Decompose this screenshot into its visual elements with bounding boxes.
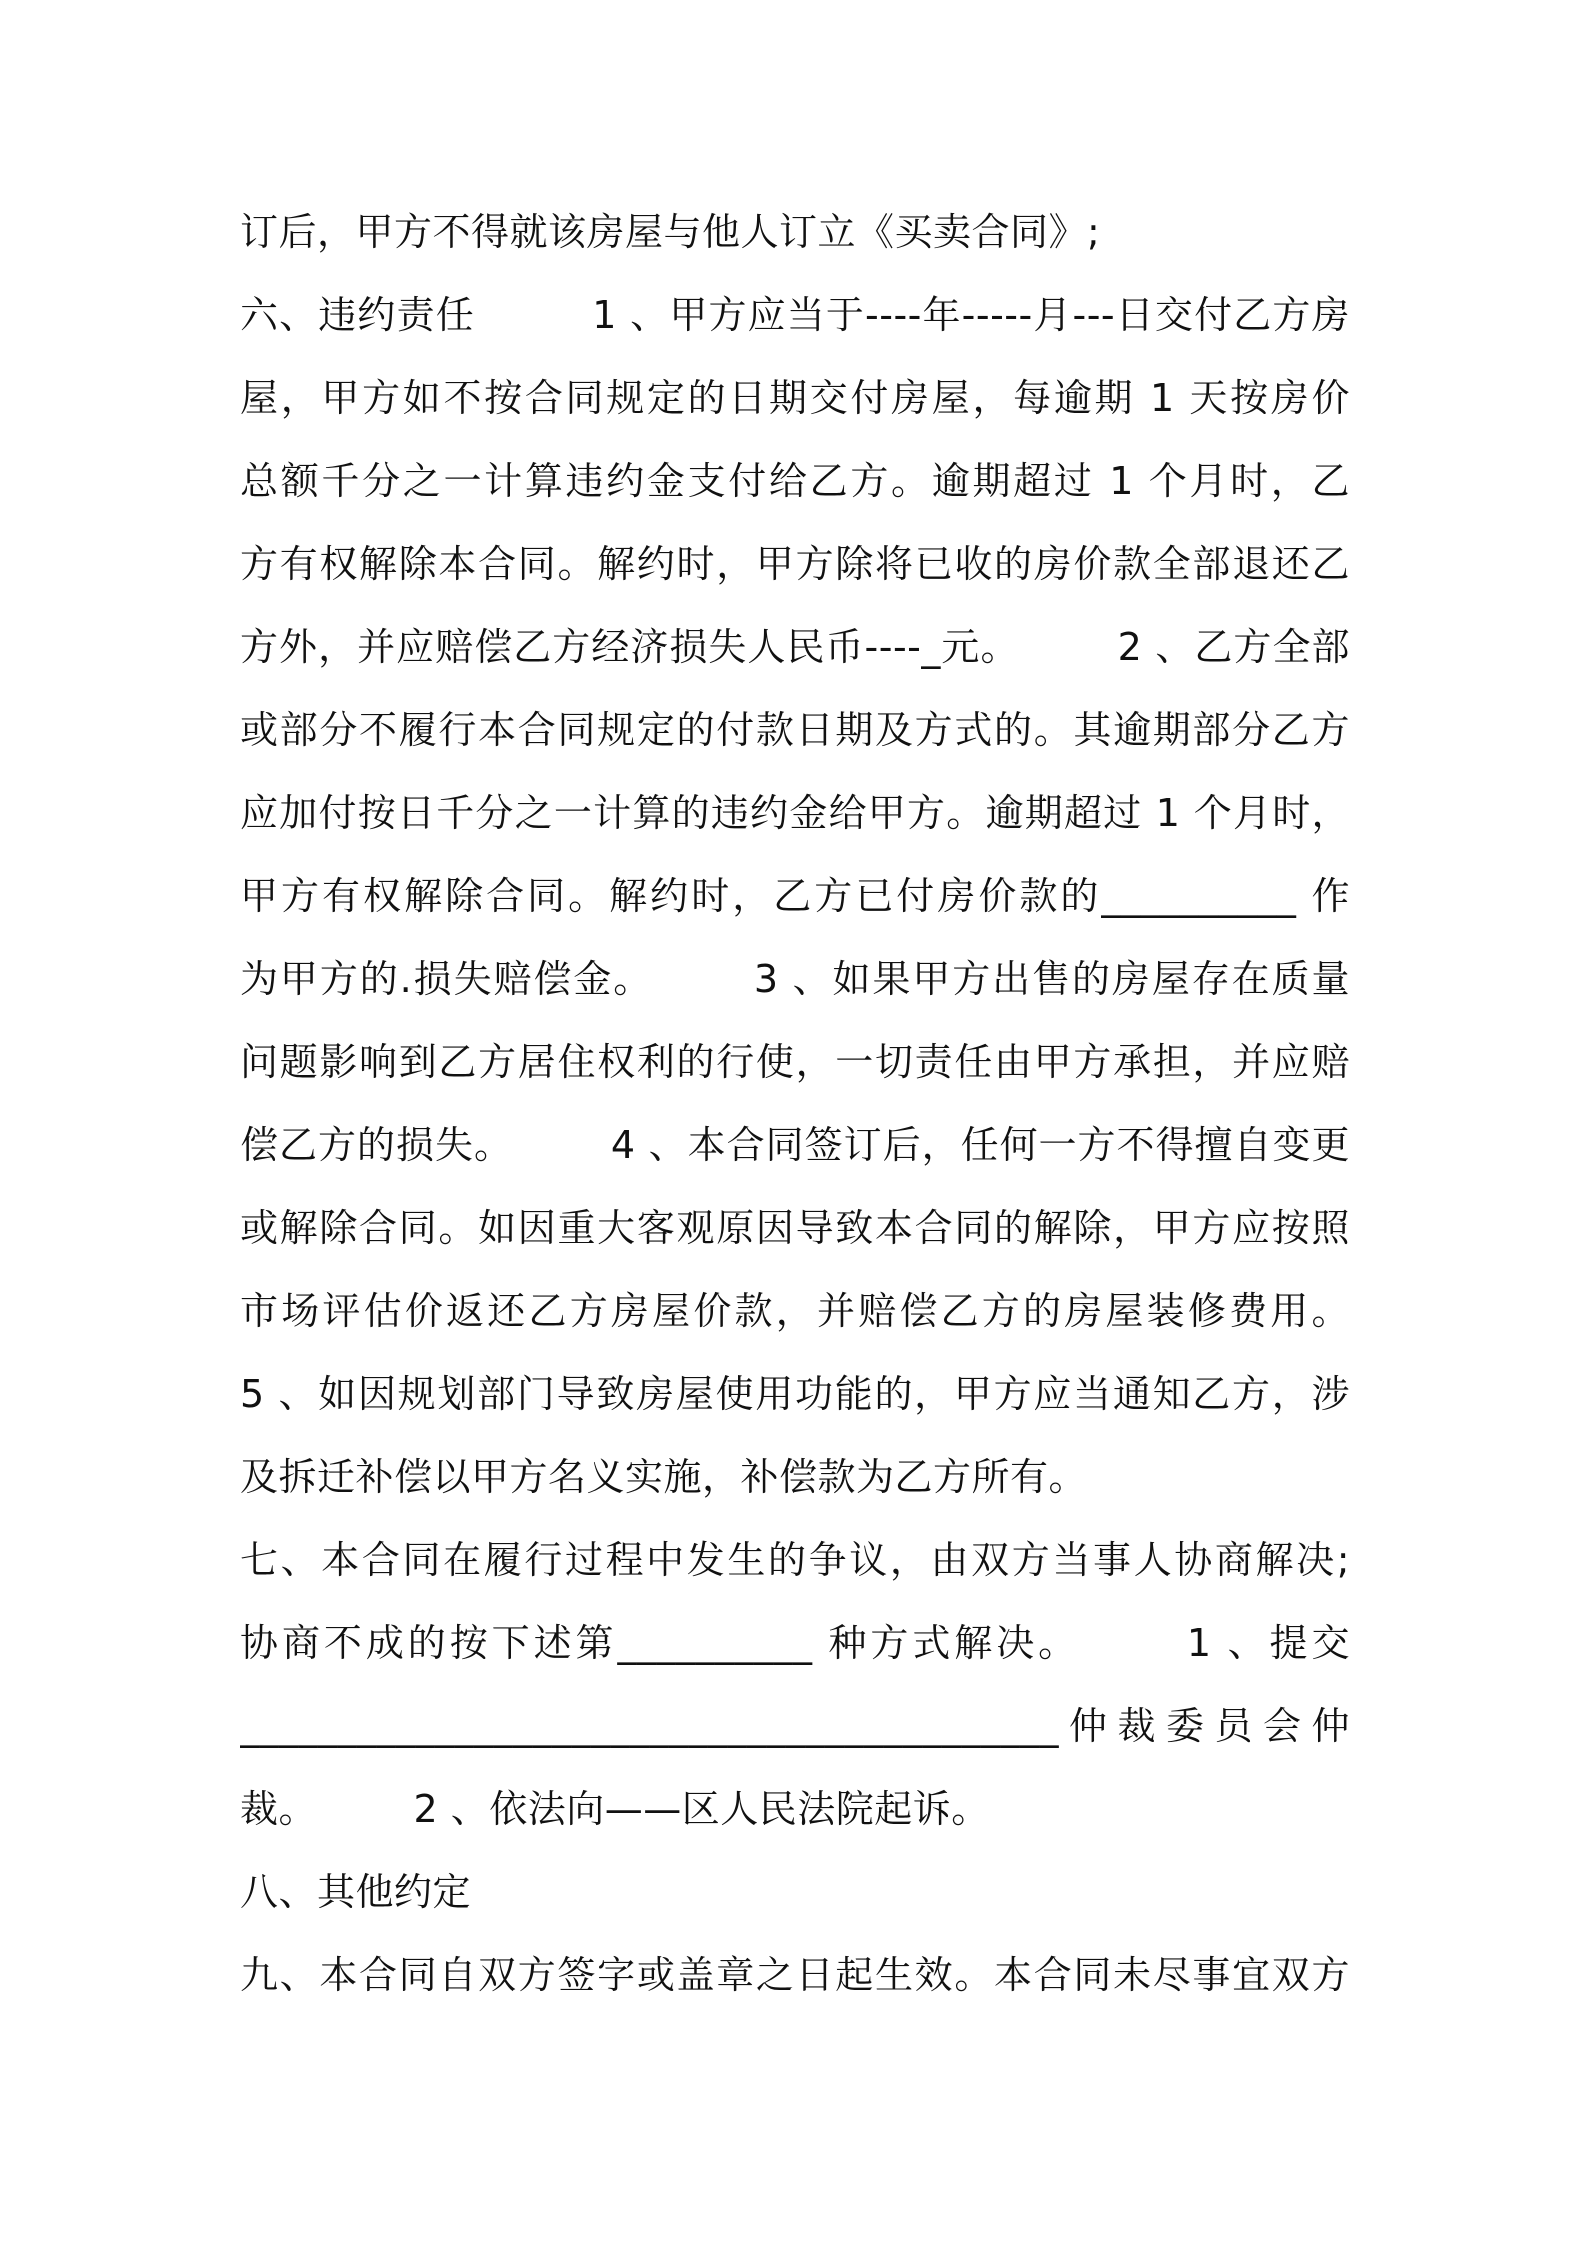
text-line: 总额千分之一计算违约金支付给乙方。逾期超过 1 个月时，乙 (240, 459, 1350, 503)
text-line: 九、本合同自双方签字或盖章之日起生效。本合同未尽事宜双方 (240, 1953, 1350, 1997)
text-line: 或解除合同。如因重大客观原因导致本合同的解除，甲方应按照 (240, 1206, 1350, 1250)
text-line: 方外，并应赔偿乙方经济损失人民币----_元。 2 、乙方全部 (240, 625, 1350, 669)
text-line: 或部分不履行本合同规定的付款日期及方式的。其逾期部分乙方 (240, 708, 1350, 752)
text-line: 甲方有权解除合同。解约时，乙方已付房价款的__________ 作 (240, 874, 1350, 918)
text-line: 八、其他约定 (240, 1870, 472, 1914)
text-line: 及拆迁补偿以甲方名义实施，补偿款为乙方所有。 (240, 1455, 1088, 1499)
text-line: 六、违约责任 1 、甲方应当于----年-----月---日交付乙方房 (240, 293, 1350, 337)
text-line: 方有权解除本合同。解约时，甲方除将已收的房价款全部退还乙 (240, 542, 1350, 586)
text-line: 七、本合同在履行过程中发生的争议，由双方当事人协商解决; (240, 1538, 1350, 1582)
text-line: 协商不成的按下述第__________ 种方式解决。 1 、提交 (240, 1621, 1350, 1665)
text-line: 5 、如因规划部门导致房屋使用功能的，甲方应当通知乙方，涉 (240, 1372, 1350, 1416)
text-line: 为甲方的.损失赔偿金。 3 、如果甲方出售的房屋存在质量 (240, 957, 1350, 1001)
text-line: 偿乙方的损失。 4 、本合同签订后，任何一方不得擅自变更 (240, 1123, 1350, 1167)
text-line: 屋，甲方如不按合同规定的日期交付房屋，每逾期 1 天按房价 (240, 376, 1350, 420)
contract-text (240, 191, 1350, 2017)
text-line: 裁。 2 、依法向——区人民法院起诉。 (240, 1787, 990, 1831)
text-line: 市场评估价返还乙方房屋价款，并赔偿乙方的房屋装修费用。 (240, 1289, 1350, 1333)
text-line: __________________________________________仲裁委员会仲 (240, 1704, 1350, 1748)
text-line: 订后，甲方不得就该房屋与他人订立《买卖合同》; (240, 210, 1101, 254)
text-line: 问题影响到乙方居住权利的行使，一切责任由甲方承担，并应赔 (240, 1040, 1350, 1084)
text-line: 应加付按日千分之一计算的违约金给甲方。逾期超过 1 个月时， (240, 791, 1350, 835)
